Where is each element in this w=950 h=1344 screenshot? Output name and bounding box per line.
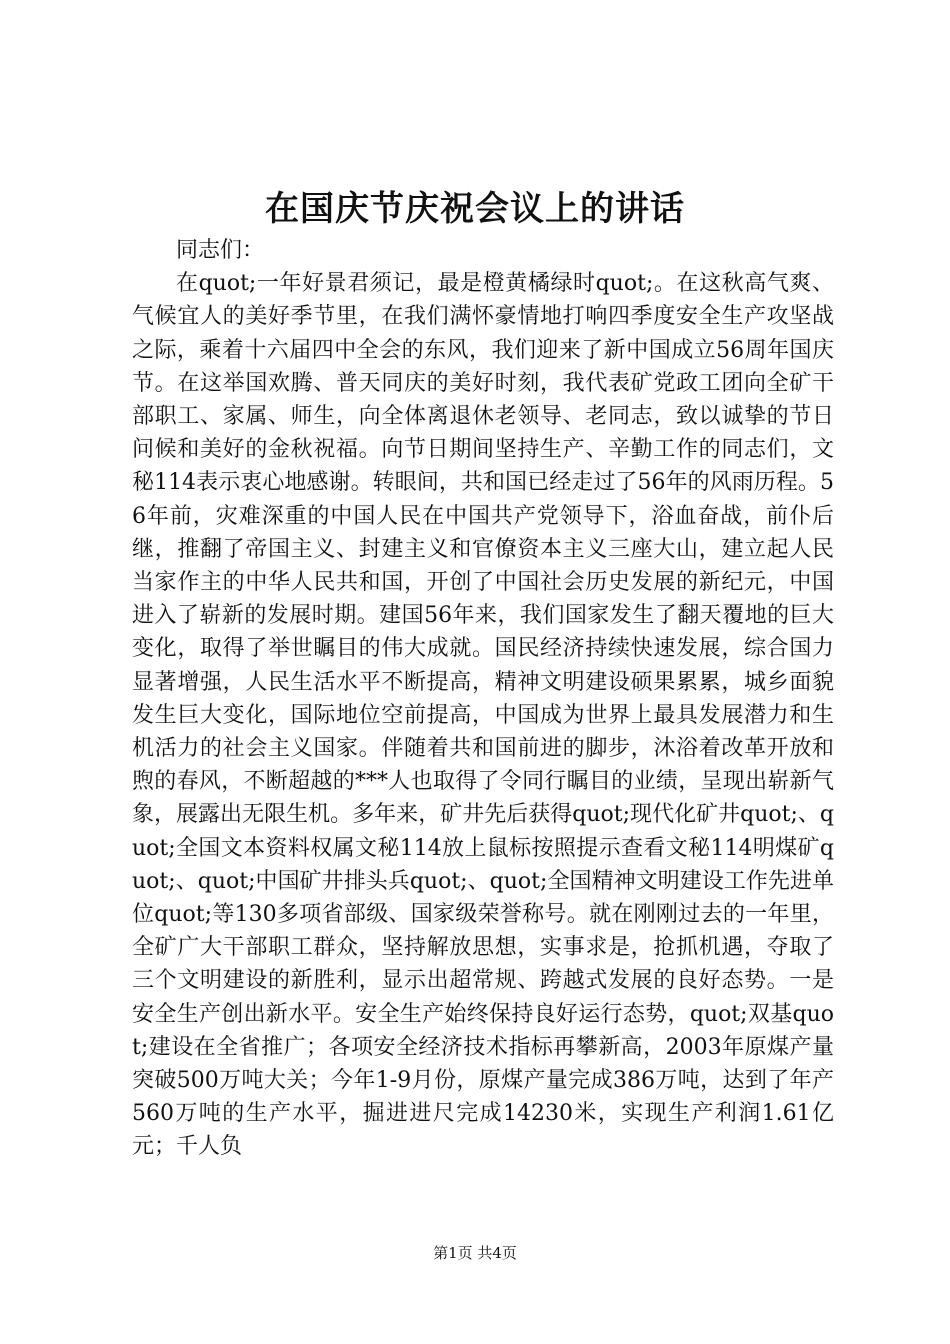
body-paragraph: 在quot;一年好景君须记，最是橙黄橘绿时quot;。在这秋高气爽、气候宜人的美好季节里，在我们满怀豪情地打响四季度安全生产攻坚战之际，乘着十六届四中全会的东风，我们迎来了新中国成立56周年国庆节。在这举国欢腾、普天同庆的美好时刻，我代表矿党政工团向全矿干部职工、家属、师生，向全体离退休老领导、老同志，致以诚挚的节日问候和美好的金秋祝福。向节日期间坚持生产、辛勤工作的同志们，文秘114表示衷心地感谢。转眼间，共和国已经走过了56年的风雨历程。56年前，灾难深重的中国人民在中国共产党领导下，浴血奋战，前仆后继，推翻了帝国主义、封建主义和官僚资本主义三座大山，建立起人民当家作主的中华人民共和国，开创了中国社会历史发展的新纪元，中国进入了崭新的发展时期。建国56年来，我们国家发生了翻天覆地的巨大变化，取得了举世瞩目的伟大成就。国民经济持续快速发展，综合国力显著增强，人民生活水平不断提高，精神文明建设硕果累累，城乡面貌发生巨大变化，国际地位空前提高，中国成为世界上最具发展潜力和生机活力的社会主义国家。伴随着共和国前进的脚步，沐浴着改革开放和煦的春风，不断超越的***人也取得了令同行瞩目的业绩，呈现出崭新气象，展露出无限生机。多年来，矿井先后获得quot;现代化矿井quot;、quot;全国文本资料权属文秘114放上鼠标按照提示查看文秘114明煤矿quot;、quot;中国矿井排头兵quot;、quot;全国精神文明建设工作先进单位quot;等130多项省部级、国家级荣誉称号。就在刚刚过去的一年里，全矿广大干部职工群众，坚持解放思想，实事求是，抢抓机遇，夺取了三个文明建设的新胜利，显示出超常规、跨越式发展的良好态势。一是安全生产创出新水平。安全生产始终保持良好运行态势，quot;双基quot;建设在全省推广；各项安全经济技术指标再攀新高，2003年原煤产量突破500万吨大关；今年1-9月份，原煤产量完成386万吨，达到了年产560万吨的生产水平，掘进进尺完成14230米，实现生产利润1.61亿元；千人负 <box>132 271 834 1160</box>
document-body <box>132 234 834 1164</box>
page-footer: 第1页 共4页 <box>433 1244 517 1262</box>
salutation: 同志们： <box>176 238 265 263</box>
document-title: 在国庆节庆祝会议上的讲话 <box>265 189 685 229</box>
